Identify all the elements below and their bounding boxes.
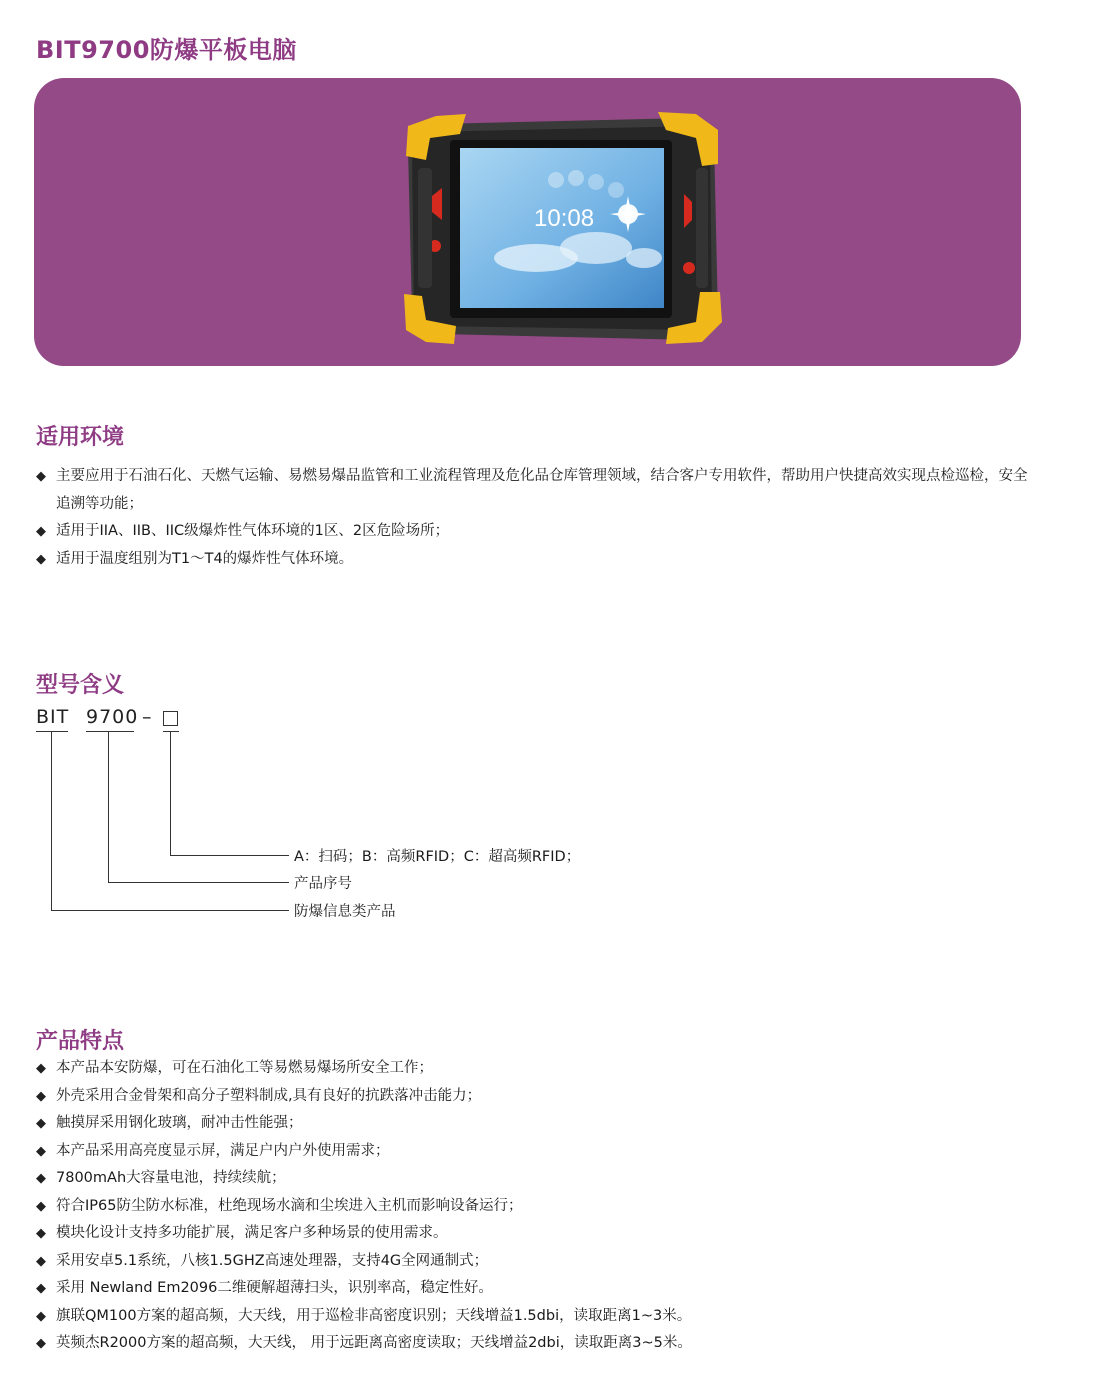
list-item: ◆ 外壳采用合金骨架和高分子塑料制成,具有良好的抗跌落冲击能力； bbox=[36, 1083, 692, 1111]
diamond-bullet-icon: ◆ bbox=[36, 1061, 46, 1076]
suffix-legend: A：扫码；B：高频RFID；C：超高频RFID； bbox=[294, 849, 581, 865]
list-item: ◆ 本产品本安防爆，可在石油化工等易燃易爆场所安全工作； bbox=[36, 1055, 692, 1083]
diamond-bullet-icon: ◆ bbox=[36, 469, 46, 484]
number-underline bbox=[86, 731, 134, 732]
model-heading: 型号含义 bbox=[36, 673, 125, 698]
prefix-legend: 防爆信息类产品 bbox=[294, 904, 396, 920]
list-item: ◆ 主要应用于石油石化、天燃气运输、易燃易爆品监管和工业流程管理及危化品仓库管理领域，结合客户专用软件，帮助用户快捷高效实现点检巡检，安全追溯等功能； bbox=[36, 463, 1041, 518]
diamond-bullet-icon: ◆ bbox=[36, 1281, 46, 1296]
environment-list bbox=[36, 463, 1041, 573]
diamond-bullet-icon: ◆ bbox=[36, 1308, 46, 1324]
list-item: ◆ 适用于温度组别为T1～T4的爆炸性气体环境。 bbox=[36, 546, 1041, 574]
list-item: ◆ 英频杰R2000方案的超高频，大天线， 用于远距离高密度读取；天线增益2dbi，读取距离3~5米。 bbox=[36, 1330, 692, 1358]
model-code-dash: – bbox=[142, 706, 153, 728]
prefix-underline bbox=[36, 731, 68, 732]
screen-time-text: 10:08 bbox=[534, 205, 595, 232]
model-code-number: 9700 bbox=[86, 706, 139, 728]
number-connector bbox=[108, 882, 289, 883]
diamond-bullet-icon: ◆ bbox=[36, 1198, 46, 1214]
prefix-connector bbox=[51, 910, 289, 911]
list-item: ◆ 旗联QM100方案的超高频，大天线，用于巡检非高密度识别；天线增益1.5dbi，读取距离1~3米。 bbox=[36, 1303, 692, 1331]
list-item: ◆ 模块化设计支持多功能扩展，满足客户多种场景的使用需求。 bbox=[36, 1220, 692, 1248]
product-banner bbox=[34, 78, 1021, 366]
suffix-underline bbox=[163, 731, 179, 732]
diamond-bullet-icon: ◆ bbox=[36, 551, 46, 567]
list-item: ◆ 触摸屏采用钢化玻璃，耐冲击性能强； bbox=[36, 1110, 692, 1138]
suffix-connector bbox=[170, 855, 289, 856]
list-item: ◆ 采用安卓5.1系统，八核1.5GHZ高速处理器，支持4G全网通制式； bbox=[36, 1248, 692, 1276]
page-title: BIT9700防爆平板电脑 bbox=[36, 36, 297, 64]
suffix-connector bbox=[170, 731, 171, 856]
list-item: ◆ 本产品采用高亮度显示屏，满足户内户外使用需求； bbox=[36, 1138, 692, 1166]
list-item: ◆ 采用 Newland Em2096二维硬解超薄扫头，识别率高，稳定性好。 bbox=[36, 1275, 692, 1303]
diamond-bullet-icon: ◆ bbox=[36, 1253, 46, 1269]
list-item: ◆ 符合IP65防尘防水标准，杜绝现场水滴和尘埃进入主机而影响设备运行； bbox=[36, 1193, 692, 1221]
number-connector bbox=[108, 731, 109, 883]
diamond-bullet-icon: ◆ bbox=[36, 1171, 46, 1186]
features-list bbox=[36, 1055, 692, 1358]
diamond-bullet-icon: ◆ bbox=[36, 524, 46, 539]
model-code-suffix-box bbox=[163, 711, 178, 726]
model-code-prefix: BIT bbox=[36, 706, 70, 728]
environment-heading: 适用环境 bbox=[36, 425, 125, 450]
diamond-bullet-icon: ◆ bbox=[36, 1226, 46, 1241]
number-legend: 产品序号 bbox=[294, 876, 352, 892]
list-item: ◆ 适用于IIA、IIB、IIC级爆炸性气体环境的1区、2区危险场所； bbox=[36, 518, 1041, 546]
list-item: ◆ 7800mAh大容量电池，持续续航； bbox=[36, 1165, 692, 1193]
diamond-bullet-icon: ◆ bbox=[36, 1336, 46, 1351]
rugged-tablet-image bbox=[396, 108, 726, 348]
diamond-bullet-icon: ◆ bbox=[36, 1143, 46, 1159]
diamond-bullet-icon: ◆ bbox=[36, 1088, 46, 1104]
diamond-bullet-icon: ◆ bbox=[36, 1116, 46, 1131]
features-heading: 产品特点 bbox=[36, 1029, 125, 1054]
prefix-connector bbox=[51, 731, 52, 911]
